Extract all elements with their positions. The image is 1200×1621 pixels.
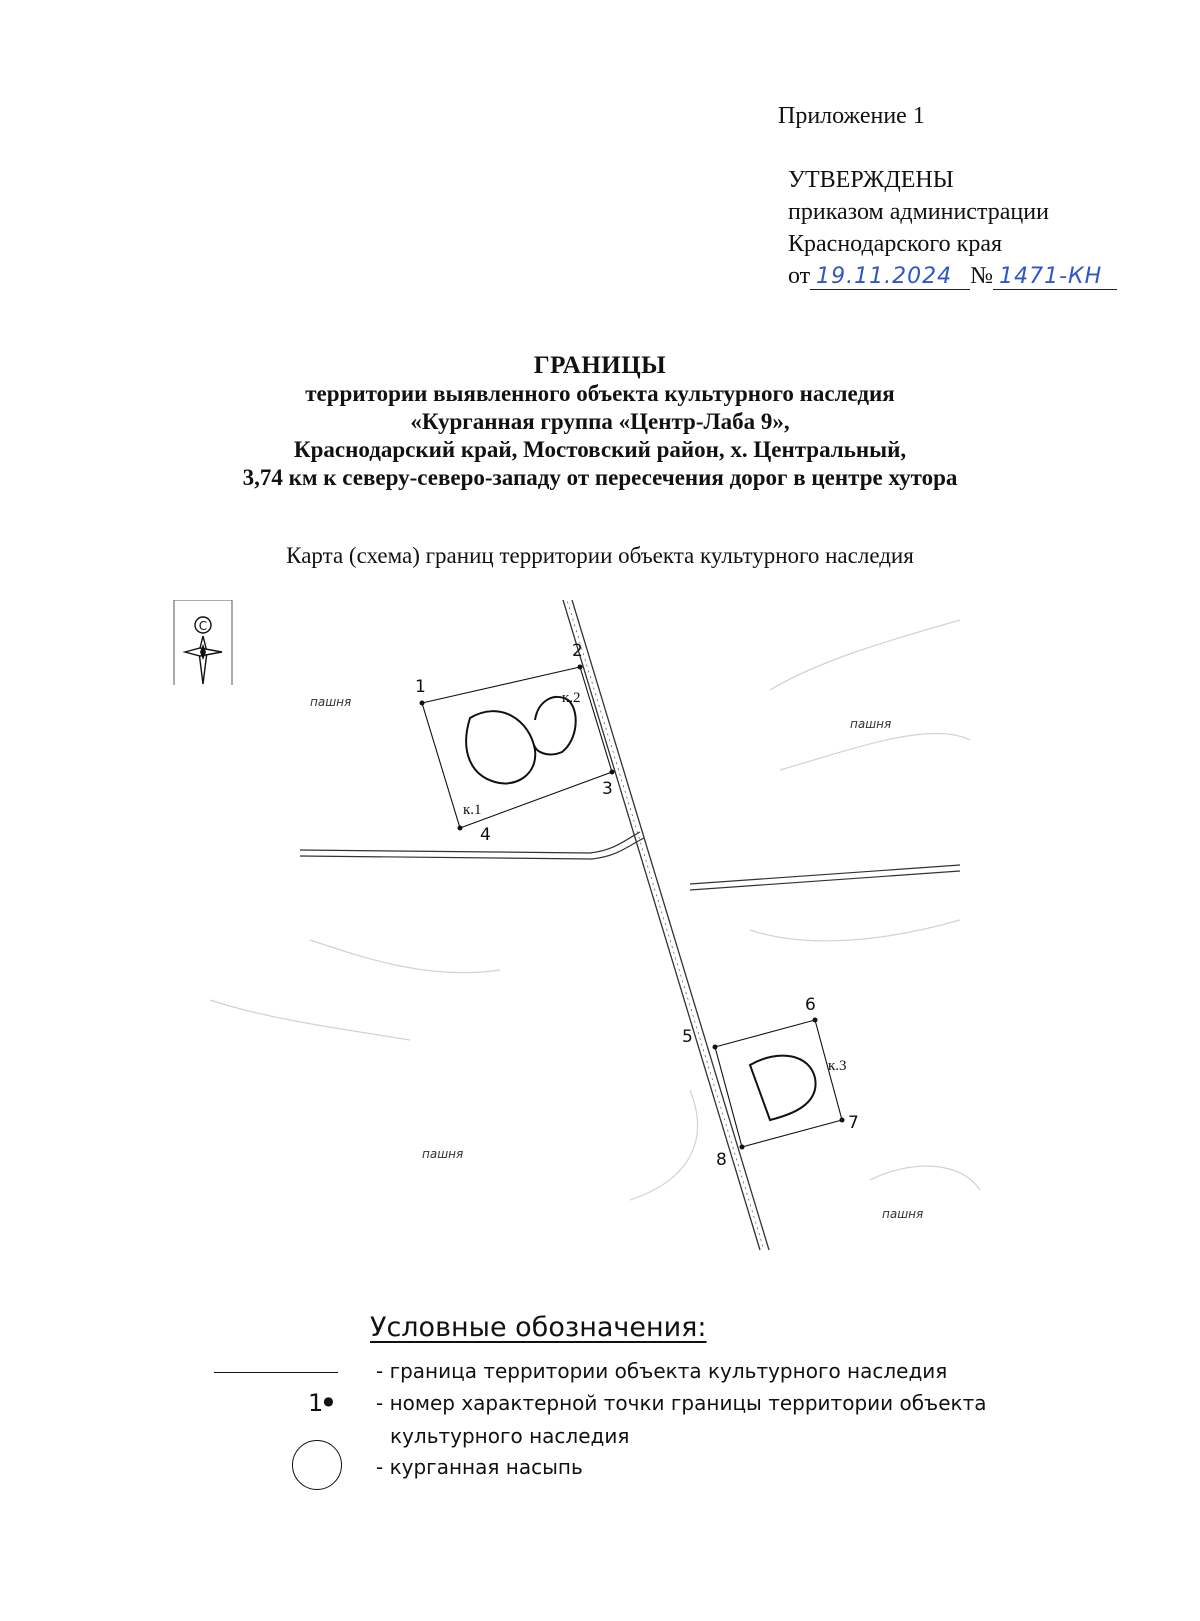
legend-mound-text: - курганная насыпь (376, 1455, 583, 1479)
approval-block (788, 164, 1117, 292)
map-subtitle: Карта (схема) границ территории объекта культурного наследия (286, 543, 914, 568)
boundary-map (170, 600, 1010, 1290)
boundary-point (840, 1118, 845, 1123)
boundary-area-north (422, 667, 612, 828)
point-label: 1 (415, 677, 426, 697)
point-label: 2 (572, 641, 583, 661)
field-track-left (300, 832, 644, 859)
title-line-2: территории выявленного объекта культурного наследия (305, 381, 895, 406)
field-label: пашня (310, 695, 352, 709)
mound-label: к.1 (463, 802, 482, 818)
mound-1-outline (466, 711, 535, 783)
mound-label: к.3 (828, 1058, 847, 1074)
boundary-point (813, 1018, 818, 1023)
north-arrow-icon (174, 600, 232, 685)
approved-heading: УТВЕРЖДЕНЫ (788, 167, 954, 193)
point-label: 3 (602, 779, 613, 799)
legend-point-text: - номер характерной точки границы территории объекта (376, 1391, 987, 1415)
order-number: 1471-КН (999, 264, 1103, 289)
boundary-point (713, 1045, 718, 1050)
title-line-3: «Курганная группа «Центр-Лаба 9», (410, 409, 790, 434)
point-label: 8 (716, 1150, 727, 1170)
appendix-label: Приложение 1 (778, 103, 925, 129)
boundary-points (420, 665, 845, 1150)
point-label: 6 (805, 995, 816, 1015)
field-track-right (690, 865, 960, 890)
legend-point-sample (308, 1389, 334, 1417)
legend-boundary-sample (214, 1372, 338, 1373)
order-line (788, 260, 1117, 292)
compass-letter: С (198, 619, 208, 633)
point-label: 7 (848, 1113, 859, 1133)
point-label: 4 (480, 825, 491, 845)
date-blank (810, 264, 970, 290)
title-line-4: Краснодарский край, Мостовский район, х. Центральный, (293, 437, 907, 462)
boundary-area-south (715, 1020, 842, 1147)
point-dot-icon: ● (323, 1394, 334, 1408)
boundary-point (740, 1145, 745, 1150)
legend-point-number: 1 (308, 1389, 324, 1417)
boundary-point (610, 770, 615, 775)
date-prefix: от (788, 263, 811, 289)
field-label: пашня (850, 717, 892, 731)
legend-mound-circle-icon (292, 1440, 342, 1490)
legend-boundary-text: - граница территории объекта культурного наследия (376, 1359, 948, 1383)
boundary-point (458, 826, 463, 831)
road (560, 600, 769, 1250)
field-label: пашня (422, 1147, 464, 1161)
point-label: 5 (682, 1027, 693, 1047)
mound-label: к.2 (562, 690, 581, 706)
number-sign: № (970, 263, 994, 289)
mound-3-outline (750, 1056, 816, 1120)
title-line-1: ГРАНИЦЫ (533, 352, 667, 379)
boundary-point (420, 701, 425, 706)
approved-region: Краснодарского края (788, 231, 1003, 257)
number-blank (993, 264, 1117, 290)
title-line-5: 3,74 км к северу-северо-западу от пересечения дорог в центре хутора (242, 465, 958, 490)
document-title (0, 352, 1200, 492)
boundary-point (578, 665, 583, 670)
legend-point-text-cont: культурного наследия (390, 1424, 630, 1448)
approved-by: приказом администрации (788, 199, 1049, 225)
order-date: 19.11.2024 (816, 264, 953, 289)
legend-title: Условные обозначения: (370, 1312, 707, 1343)
field-label: пашня (882, 1207, 924, 1221)
